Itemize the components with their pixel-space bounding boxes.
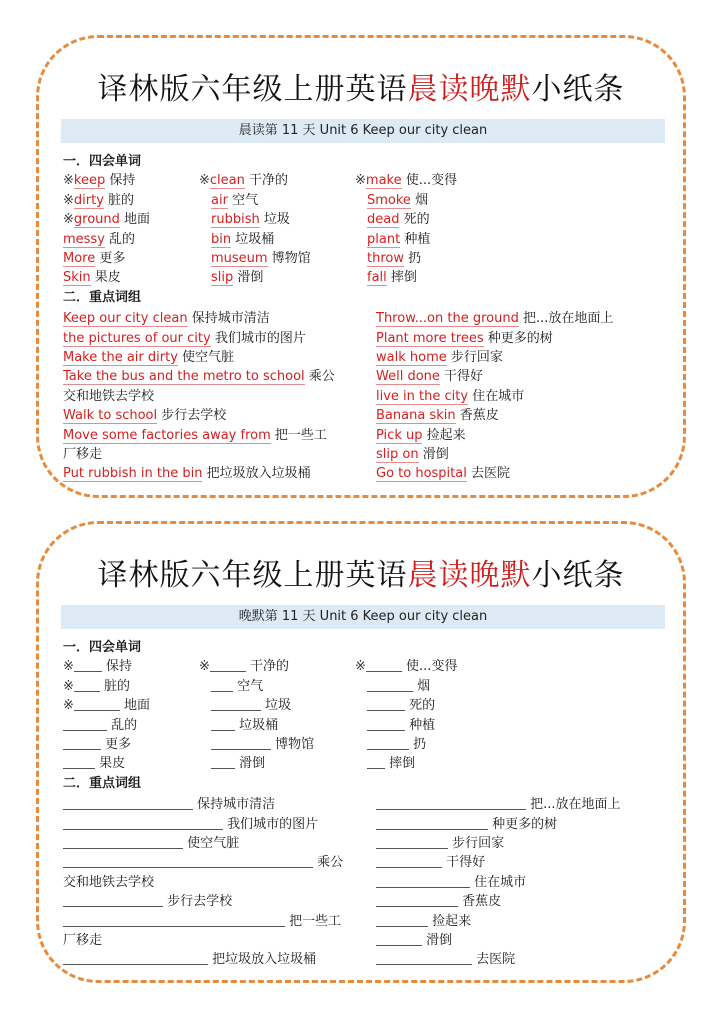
english-word: dirty bbox=[73, 192, 104, 208]
english-phrase: Pick up bbox=[376, 427, 423, 443]
word-blank-item bbox=[63, 735, 131, 754]
chinese-meaning: 保持 bbox=[109, 173, 136, 189]
chinese-meaning: 干得好 bbox=[444, 369, 484, 385]
chinese-meaning: 种植 bbox=[409, 717, 436, 733]
answer-blank[interactable] bbox=[63, 735, 101, 750]
word-blank-item bbox=[63, 696, 150, 715]
phrase-item bbox=[376, 424, 466, 443]
english-word: air bbox=[211, 192, 228, 208]
chinese-meaning: 滑倒 bbox=[426, 932, 453, 948]
word-row bbox=[63, 677, 663, 696]
answer-blank[interactable] bbox=[63, 716, 107, 731]
star-mark: ※ bbox=[63, 659, 74, 675]
word-blank-item bbox=[211, 677, 263, 696]
word-item bbox=[211, 230, 274, 249]
word-blank-item bbox=[63, 657, 132, 676]
section-words-heading: 一．四会单词 bbox=[63, 154, 142, 169]
chinese-meaning: 垃圾 bbox=[265, 698, 292, 714]
chinese-meaning: 博物馆 bbox=[271, 250, 311, 266]
page-title bbox=[39, 64, 683, 108]
word-list bbox=[63, 171, 663, 287]
chinese-meaning: 博物馆 bbox=[275, 736, 315, 752]
word-item bbox=[211, 191, 258, 210]
chinese-meaning: 我们城市的图片 bbox=[214, 330, 306, 346]
word-blank-item bbox=[367, 696, 435, 715]
phrase-item bbox=[63, 851, 343, 870]
chinese-meaning: 干净的 bbox=[250, 659, 290, 675]
answer-blank[interactable] bbox=[376, 815, 488, 830]
chinese-meaning: 厂移走 bbox=[63, 932, 103, 948]
phrase-item bbox=[376, 793, 621, 812]
phrase-item bbox=[63, 346, 234, 365]
word-row bbox=[63, 191, 663, 210]
answer-blank[interactable] bbox=[376, 834, 448, 849]
phrase-continuation bbox=[63, 929, 102, 948]
word-item bbox=[367, 230, 430, 249]
english-phrase: Move some factories away from bbox=[63, 427, 271, 443]
title-suffix: 小纸条 bbox=[531, 72, 625, 107]
word-item bbox=[211, 249, 311, 268]
phrase-item bbox=[63, 910, 341, 929]
answer-blank[interactable] bbox=[63, 912, 285, 927]
english-word: plant bbox=[367, 231, 401, 247]
chinese-meaning: 果皮 bbox=[94, 270, 121, 286]
chinese-meaning: 干净的 bbox=[249, 173, 289, 189]
english-phrase: Banana skin bbox=[376, 408, 456, 424]
answer-blank[interactable] bbox=[74, 677, 100, 692]
phrase-item bbox=[376, 929, 452, 948]
answer-blank[interactable] bbox=[376, 912, 428, 927]
english-word: slip bbox=[211, 270, 234, 286]
phrase-item bbox=[63, 948, 316, 967]
word-blank-item bbox=[199, 657, 289, 676]
word-item bbox=[63, 249, 125, 268]
english-word: clean bbox=[209, 173, 245, 189]
word-row bbox=[63, 230, 663, 249]
word-item bbox=[63, 171, 135, 190]
title-prefix: 译林版六年级上册英语 bbox=[97, 72, 408, 107]
word-blank-item bbox=[63, 677, 130, 696]
chinese-meaning: 把一些工 bbox=[274, 427, 327, 443]
chinese-meaning: 干得好 bbox=[446, 855, 486, 871]
answer-blank[interactable] bbox=[367, 696, 405, 711]
answer-blank[interactable] bbox=[376, 950, 472, 965]
chinese-meaning: 保持城市清洁 bbox=[197, 797, 276, 813]
word-blank-item bbox=[367, 754, 415, 773]
chinese-meaning: 乘公 bbox=[308, 369, 335, 385]
phrase-item bbox=[63, 365, 335, 384]
chinese-meaning: 把垃圾放入垃圾桶 bbox=[206, 466, 311, 482]
word-blank-list bbox=[63, 657, 663, 773]
answer-blank[interactable] bbox=[211, 754, 235, 769]
phrase-item bbox=[376, 851, 485, 870]
chinese-meaning: 步行去学校 bbox=[161, 408, 227, 424]
section-phrases-heading: 二．重点词组 bbox=[63, 775, 142, 791]
word-row bbox=[63, 735, 663, 754]
english-phrase: Go to hospital bbox=[376, 466, 467, 482]
word-item bbox=[211, 268, 263, 287]
chinese-meaning: 去医院 bbox=[471, 466, 511, 482]
word-row bbox=[63, 249, 663, 268]
phrase-continuation bbox=[63, 443, 102, 462]
english-word: messy bbox=[63, 231, 105, 247]
answer-blank[interactable] bbox=[74, 696, 120, 711]
chinese-meaning: 种更多的树 bbox=[487, 330, 553, 346]
answer-blank[interactable] bbox=[211, 696, 261, 711]
chinese-meaning: 把垃圾放入垃圾桶 bbox=[212, 952, 317, 968]
answer-blank[interactable] bbox=[63, 834, 183, 849]
phrase-item bbox=[376, 948, 515, 967]
english-word: throw bbox=[367, 250, 404, 266]
chinese-meaning: 把...放在地面上 bbox=[530, 797, 621, 813]
word-item bbox=[355, 171, 457, 190]
word-item bbox=[367, 268, 417, 287]
chinese-meaning: 摔倒 bbox=[389, 756, 416, 772]
answer-blank[interactable] bbox=[63, 754, 95, 769]
page-title bbox=[39, 550, 683, 594]
phrase-item bbox=[63, 813, 318, 832]
phrase-item bbox=[376, 346, 503, 365]
chinese-meaning: 地面 bbox=[124, 698, 151, 714]
chinese-meaning: 捡起来 bbox=[426, 427, 466, 443]
chinese-meaning: 烟 bbox=[417, 678, 431, 694]
phrase-blank-list bbox=[63, 793, 663, 968]
english-phrase: the pictures of our city bbox=[63, 330, 211, 346]
word-row bbox=[63, 171, 663, 190]
chinese-meaning: 厂移走 bbox=[63, 446, 103, 462]
word-row bbox=[63, 657, 663, 676]
phrase-item bbox=[63, 832, 239, 851]
word-blank-item bbox=[367, 716, 435, 735]
chinese-meaning: 使空气脏 bbox=[187, 835, 240, 851]
morning-reading-card bbox=[36, 35, 686, 498]
english-word: More bbox=[63, 250, 96, 266]
star-mark: ※ bbox=[63, 212, 74, 228]
english-phrase: live in the city bbox=[376, 388, 469, 404]
phrase-item bbox=[376, 365, 483, 384]
star-mark: ※ bbox=[63, 678, 74, 694]
phrase-item bbox=[63, 890, 232, 909]
word-row bbox=[63, 754, 663, 773]
english-word: ground bbox=[73, 212, 120, 228]
phrase-item bbox=[376, 443, 449, 462]
english-phrase: walk home bbox=[376, 349, 447, 365]
chinese-meaning: 步行去学校 bbox=[167, 894, 233, 910]
chinese-meaning: 滑倒 bbox=[422, 446, 449, 462]
title-prefix: 译林版六年级上册英语 bbox=[97, 558, 408, 593]
chinese-meaning: 香蕉皮 bbox=[462, 894, 502, 910]
word-blank-item bbox=[211, 716, 278, 735]
chinese-meaning: 脏的 bbox=[108, 192, 135, 208]
title-suffix: 小纸条 bbox=[531, 558, 625, 593]
word-item bbox=[367, 210, 430, 229]
chinese-meaning: 把...放在地面上 bbox=[522, 311, 614, 327]
phrase-item bbox=[376, 462, 510, 481]
day-header-bar: 晨读第 11 天 Unit 6 Keep our city clean bbox=[61, 119, 665, 143]
word-item bbox=[367, 191, 428, 210]
chinese-meaning: 脏的 bbox=[104, 678, 131, 694]
english-phrase: Keep our city clean bbox=[63, 311, 188, 327]
english-phrase: Walk to school bbox=[63, 408, 158, 424]
word-row bbox=[63, 716, 663, 735]
chinese-meaning: 把一些工 bbox=[289, 913, 342, 929]
answer-blank[interactable] bbox=[210, 657, 246, 672]
answer-blank[interactable] bbox=[63, 853, 313, 868]
phrase-item bbox=[63, 327, 306, 346]
star-mark: ※ bbox=[63, 698, 74, 714]
phrase-item bbox=[376, 871, 526, 890]
english-phrase: Take the bus and the metro to school bbox=[63, 369, 305, 385]
answer-blank[interactable] bbox=[63, 795, 193, 810]
chinese-meaning: 扔 bbox=[408, 250, 422, 266]
answer-blank[interactable] bbox=[376, 892, 458, 907]
star-mark: ※ bbox=[63, 173, 74, 189]
chinese-meaning: 去医院 bbox=[476, 952, 516, 968]
chinese-meaning: 死的 bbox=[403, 212, 430, 228]
english-phrase: Put rubbish in the bin bbox=[63, 466, 203, 482]
chinese-meaning: 更多 bbox=[105, 736, 132, 752]
chinese-meaning: 乱的 bbox=[109, 231, 136, 247]
title-highlight: 晨读晚默 bbox=[407, 558, 532, 593]
english-word: Smoke bbox=[367, 192, 411, 208]
answer-blank[interactable] bbox=[376, 873, 470, 888]
evening-content bbox=[63, 638, 663, 968]
chinese-meaning: 乘公 bbox=[317, 855, 344, 871]
phrase-item bbox=[376, 385, 524, 404]
word-blank-item bbox=[211, 754, 265, 773]
word-item bbox=[63, 230, 135, 249]
chinese-meaning: 我们城市的图片 bbox=[227, 816, 319, 832]
answer-blank[interactable] bbox=[211, 735, 271, 750]
word-item bbox=[199, 171, 288, 190]
star-mark: ※ bbox=[199, 659, 210, 675]
chinese-meaning: 烟 bbox=[415, 192, 429, 208]
phrase-item bbox=[63, 462, 311, 481]
word-row bbox=[63, 268, 663, 287]
chinese-meaning: 更多 bbox=[99, 250, 126, 266]
english-word: dead bbox=[367, 212, 400, 228]
chinese-meaning: 种更多的树 bbox=[492, 816, 558, 832]
chinese-meaning: 乱的 bbox=[111, 717, 138, 733]
phrase-item bbox=[376, 832, 504, 851]
word-blank-item bbox=[211, 735, 314, 754]
answer-blank[interactable] bbox=[367, 754, 385, 769]
star-mark: ※ bbox=[63, 192, 74, 208]
chinese-meaning: 住在城市 bbox=[474, 874, 527, 890]
answer-blank[interactable] bbox=[74, 657, 102, 672]
word-blank-item bbox=[367, 735, 426, 754]
chinese-meaning: 捡起来 bbox=[432, 913, 472, 929]
star-mark: ※ bbox=[355, 659, 366, 675]
chinese-meaning: 步行回家 bbox=[450, 349, 503, 365]
chinese-meaning: 交和地铁去学校 bbox=[63, 874, 155, 890]
english-word: museum bbox=[211, 250, 268, 266]
word-item bbox=[63, 268, 121, 287]
english-phrase: Well done bbox=[376, 369, 440, 385]
answer-blank[interactable] bbox=[376, 795, 526, 810]
chinese-meaning: 种植 bbox=[404, 231, 431, 247]
answer-blank[interactable] bbox=[211, 716, 235, 731]
chinese-meaning: 摔倒 bbox=[390, 270, 417, 286]
chinese-meaning: 香蕉皮 bbox=[459, 408, 499, 424]
answer-blank[interactable] bbox=[366, 657, 402, 672]
phrase-list bbox=[63, 307, 663, 482]
phrase-item bbox=[376, 404, 499, 423]
title-highlight: 晨读晚默 bbox=[407, 72, 532, 107]
chinese-meaning: 使...变得 bbox=[405, 173, 458, 189]
answer-blank[interactable] bbox=[63, 815, 223, 830]
section-words-heading: 一．四会单词 bbox=[63, 640, 142, 655]
word-row bbox=[63, 696, 663, 715]
chinese-meaning: 住在城市 bbox=[472, 388, 525, 404]
answer-blank[interactable] bbox=[367, 735, 409, 750]
word-item bbox=[63, 210, 150, 229]
phrase-item bbox=[376, 327, 553, 346]
word-row bbox=[63, 210, 663, 229]
answer-blank[interactable] bbox=[376, 853, 442, 868]
english-phrase: Throw...on the ground bbox=[376, 311, 519, 327]
phrase-item bbox=[376, 890, 501, 909]
chinese-meaning: 垃圾桶 bbox=[235, 231, 275, 247]
chinese-meaning: 垃圾 bbox=[263, 212, 290, 228]
phrase-continuation bbox=[63, 871, 154, 890]
phrase-continuation bbox=[63, 385, 154, 404]
chinese-meaning: 空气 bbox=[232, 192, 259, 208]
word-blank-item bbox=[367, 677, 430, 696]
phrase-item bbox=[376, 910, 471, 929]
evening-dictation-card bbox=[36, 521, 686, 983]
english-word: Skin bbox=[63, 270, 91, 286]
star-mark: ※ bbox=[355, 173, 366, 189]
phrase-item bbox=[63, 793, 275, 812]
english-phrase: slip on bbox=[376, 446, 419, 462]
english-word: fall bbox=[367, 270, 387, 286]
chinese-meaning: 保持城市清洁 bbox=[191, 311, 270, 327]
english-phrase: Make the air dirty bbox=[63, 349, 178, 365]
word-blank-item bbox=[355, 657, 457, 676]
chinese-meaning: 果皮 bbox=[99, 756, 126, 772]
chinese-meaning: 滑倒 bbox=[237, 270, 264, 286]
chinese-meaning: 垃圾桶 bbox=[239, 717, 279, 733]
english-word: bin bbox=[211, 231, 232, 247]
chinese-meaning: 死的 bbox=[409, 698, 436, 714]
chinese-meaning: 滑倒 bbox=[239, 756, 266, 772]
chinese-meaning: 扔 bbox=[413, 736, 427, 752]
chinese-meaning: 使空气脏 bbox=[182, 349, 235, 365]
answer-blank[interactable] bbox=[63, 950, 208, 965]
day-header-bar: 晚默第 11 天 Unit 6 Keep our city clean bbox=[61, 605, 665, 629]
chinese-meaning: 空气 bbox=[237, 678, 264, 694]
word-blank-item bbox=[211, 696, 291, 715]
section-phrases-heading: 二．重点词组 bbox=[63, 289, 142, 305]
english-word: keep bbox=[73, 173, 106, 189]
answer-blank[interactable] bbox=[367, 716, 405, 731]
answer-blank[interactable] bbox=[376, 931, 422, 946]
chinese-meaning: 交和地铁去学校 bbox=[63, 388, 155, 404]
phrase-item bbox=[63, 307, 270, 326]
word-blank-item bbox=[63, 754, 125, 773]
chinese-meaning: 地面 bbox=[124, 212, 151, 228]
english-word: make bbox=[365, 173, 402, 189]
phrase-item bbox=[376, 307, 613, 326]
answer-blank[interactable] bbox=[211, 677, 233, 692]
english-word: rubbish bbox=[211, 212, 260, 228]
answer-blank[interactable] bbox=[63, 892, 163, 907]
chinese-meaning: 使...变得 bbox=[406, 659, 458, 675]
phrase-item bbox=[63, 424, 327, 443]
answer-blank[interactable] bbox=[367, 677, 413, 692]
chinese-meaning: 步行回家 bbox=[452, 835, 505, 851]
word-item bbox=[211, 210, 290, 229]
english-phrase: Plant more trees bbox=[376, 330, 484, 346]
word-blank-item bbox=[63, 716, 137, 735]
morning-content bbox=[63, 152, 663, 482]
chinese-meaning: 保持 bbox=[106, 659, 133, 675]
star-mark: ※ bbox=[199, 173, 210, 189]
phrase-item bbox=[63, 404, 226, 423]
word-item bbox=[367, 249, 421, 268]
word-item bbox=[63, 191, 134, 210]
phrase-item bbox=[376, 813, 557, 832]
